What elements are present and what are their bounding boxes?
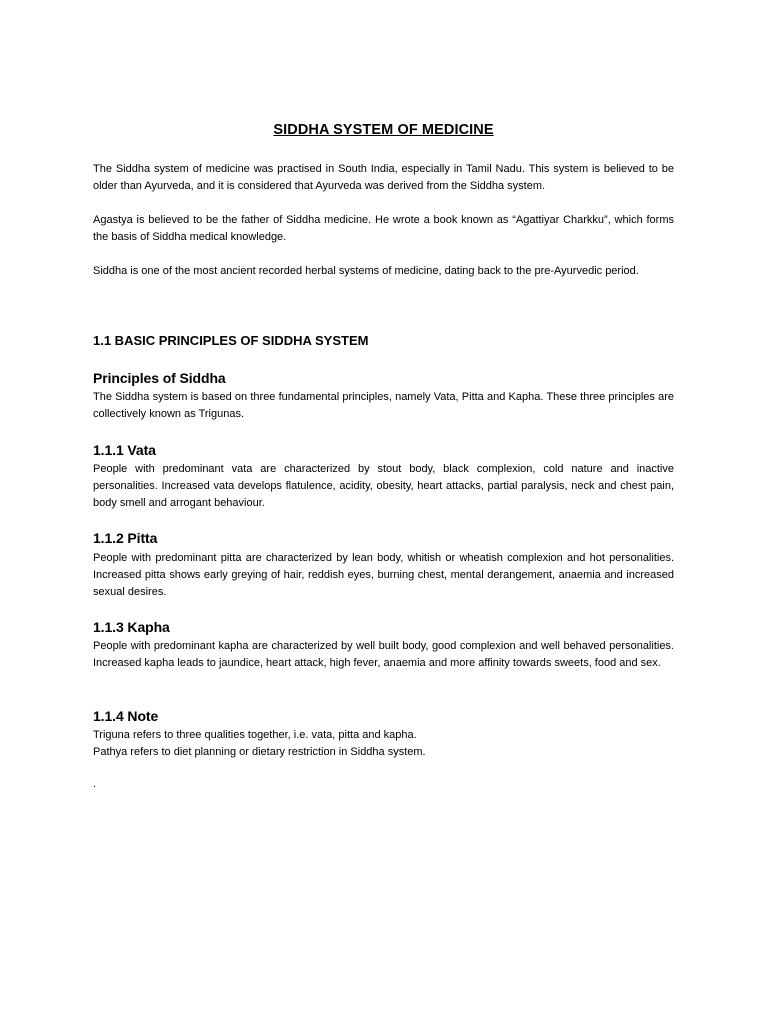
intro-paragraph-1: The Siddha system of medicine was practised in South India, especially in Tamil Nadu. This system is believed to be older than Ayurveda, and it is considered that Ayurveda was derived from the Siddha system. [93, 163, 674, 192]
vata-heading: 1.1.1 Vata [93, 442, 156, 458]
kapha-heading: 1.1.3 Kapha [93, 619, 170, 635]
note-line-2: Pathya refers to diet planning or dietary restriction in Siddha system. [93, 746, 426, 758]
intro-paragraph-3: Siddha is one of the most ancient recorded herbal systems of medicine, dating back to the pre-Ayurvedic period. [93, 265, 639, 277]
principles-heading: Principles of Siddha [93, 370, 226, 386]
document-title: SIDDHA SYSTEM OF MEDICINE [273, 122, 494, 138]
trailing-mark: . [93, 778, 97, 790]
section-heading: 1.1 BASIC PRINCIPLES OF SIDDHA SYSTEM [93, 333, 369, 348]
principles-paragraph: The Siddha system is based on three fundamental principles, namely Vata, Pitta and Kapha. These three principles are collectively known as Trigunas. [93, 391, 674, 420]
pitta-paragraph: People with predominant pitta are characterized by lean body, whitish or wheatish complexion and hot personalities. Increased pitta shows early greying of hair, reddish eyes, burning chest, mental derangement, anaemia and increased sexual desires. [93, 552, 674, 598]
note-heading: 1.1.4 Note [93, 708, 159, 724]
pitta-heading: 1.1.2 Pitta [93, 530, 158, 546]
note-line-1: Triguna refers to three qualities together, i.e. vata, pitta and kapha. [93, 729, 417, 741]
intro-paragraph-2: Agastya is believed to be the father of Siddha medicine. He wrote a book known as “Agattiyar Charkku”, which forms the basis of Siddha medical knowledge. [93, 214, 674, 243]
kapha-paragraph: People with predominant kapha are characterized by well built body, good complexion and well behaved personalities. Increased kapha leads to jaundice, heart attack, high fever, anaemia and more affinity towards sweets, food and sex. [93, 640, 674, 669]
vata-paragraph: People with predominant vata are characterized by stout body, black complexion, cold nature and inactive personalities. Increased vata develops flatulence, acidity, obesity, heart attacks, partial paralysis, neck and chest pain, body smell and arrogant behaviour. [93, 463, 674, 509]
